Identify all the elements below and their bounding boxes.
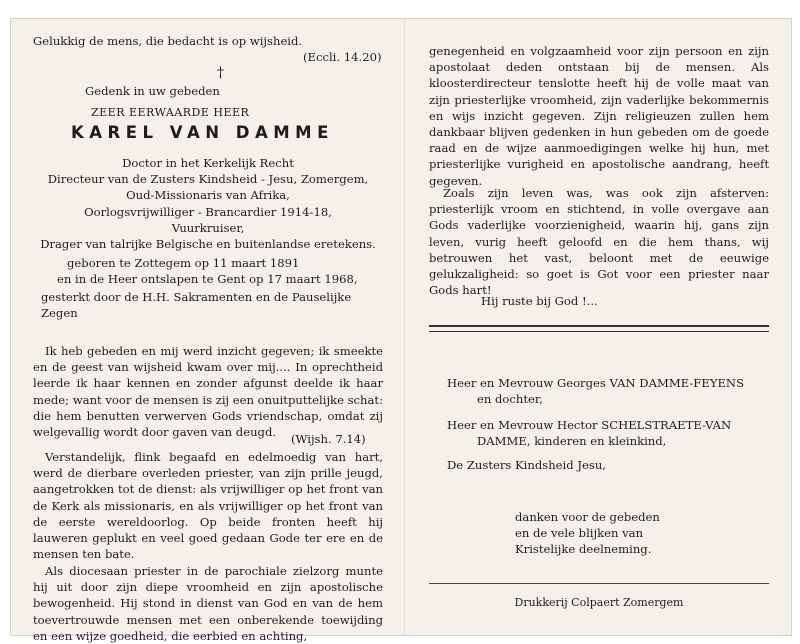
family-line: De Zusters Kindsheid Jesu,	[447, 458, 606, 472]
thanks-line: Kristelijke deelneming.	[515, 542, 652, 556]
thanks-line: danken voor de gebeden	[515, 510, 660, 524]
sacraments-line: gesterkt door de H.H. Sakramenten en de Pauselijke Zegen	[41, 290, 352, 321]
printer-name: Drukkerij Colpaert Zomergem	[514, 596, 684, 609]
roles-block	[33, 155, 383, 252]
motto-source: (Eccli. 14.20)	[303, 50, 382, 64]
life-paragraph: Verstandelijk, flink begaafd en edelmoedig van hart, werd de dierbare overleden priester, van zijn prille jeugd, aangetrokken tot de dienst: als vrijwilliger op het front van de Kerk als missionaris, en als vrijwilliger op het front van de eerste wereldoorlog. Op beide fronten heeft hij lauweren geplukt en veel goed gedaan Gode ter ere en de mensen ten bate.	[33, 450, 383, 562]
honorific-title: ZEER EERWAARDE HEER	[91, 106, 250, 119]
family-line: en dochter,	[477, 392, 543, 406]
scripture-reference: (Wijsh. 7.14)	[291, 432, 366, 446]
death-paragraph: Zoals zijn leven was, was ook zijn afsterven: priesterlijk vroom en stichtend, in volle overgave aan Gods vaderlijke voorzienigheid, waarin hij, gans zijn leven, vurig heeft geloofd en die hem thans, wij betrouwen het vast, beloont met de eeuwige gelukzaligheid: so goet is Got voor een priester naar Gods hart!	[429, 186, 769, 298]
fold-line	[404, 19, 405, 635]
role-line: Oorlogsvrijwilliger - Brancardier 1914-18,	[84, 204, 332, 219]
scripture-paragraph: Ik heb gebeden en mij werd inzicht gegeven; ik smeekte en de geest van wijsheid kwam over mij.... In oprechtheid leerde ik haar kennen en zonder afgunst deelde ik haar mede; want voor de mensen is zij een onuitputtelijke schat: die hem benutten verwerven Gods vriendschap, omdat zij welgevallig wordt door gaven van deugd.	[33, 344, 383, 440]
family-line: Heer en Mevrouw Hector SCHELSTRAETE-VAN	[447, 418, 732, 432]
role-line: Drager van talrijke Belgische en buitenlandse eretekens.	[40, 237, 376, 252]
family-line: Heer en Mevrouw Georges VAN DAMME-FEYENS	[447, 376, 745, 390]
family-line: DAMME, kinderen en kleinkind,	[477, 434, 667, 448]
birth-line: geboren te Zottegem op 11 maart 1891	[67, 256, 300, 270]
cross-icon: †	[217, 65, 224, 81]
double-rule	[429, 325, 769, 332]
gedenk-line: Gedenk in uw gebeden	[85, 84, 220, 98]
priest-paragraph: Als diocesaan priester in de parochiale zielzorg munte hij uit door zijn diepe vroomheid en zijn apostolische bewogenheid. Hij stond in dienst van God en van de hem toevertrouwde mensen met een onberekende toewijding en een wijze goedheid, die eerbied en achting,	[33, 564, 383, 643]
memorial-card	[10, 18, 792, 643]
death-line: en in de Heer ontslapen te Gent op 17 maart 1968,	[57, 272, 358, 286]
deceased-name: KAREL VAN DAMME	[71, 123, 334, 142]
thanks-line: en de vele blijken van	[515, 526, 644, 540]
role-line: Doctor in het Kerkelijk Recht	[122, 156, 294, 170]
motto: Gelukkig de mens, die bedacht is op wijsheid.	[33, 34, 303, 48]
role-line: Vuurkruiser,	[171, 220, 245, 235]
continuation-paragraph: genegenheid en volgzaamheid voor zijn persoon en zijn apostolaat deden ontstaan bij de mensen. Als kloosterdirecteur tenslotte heeft hij de volle maat van zijn priesterlijke vroomheid, zijn vaderlijke bekommernis en wijs inzicht gegeven. Zijn religieuzen zullen hem dankbaar blijven gedenken in hun gebeden om de goede raad en de wijze aanmoedigingen welke hij hun, met priesterlijke vurigheid en apostolische aandrang, heeft gegeven.	[429, 44, 769, 188]
role-line: Directeur van de Zusters Kindsheid - Jesu, Zomergem,	[47, 172, 369, 187]
role-line: Oud-Missionaris van Afrika,	[126, 188, 290, 203]
printer-rule	[429, 583, 769, 584]
rest-line: Hij ruste bij God !...	[481, 294, 598, 308]
